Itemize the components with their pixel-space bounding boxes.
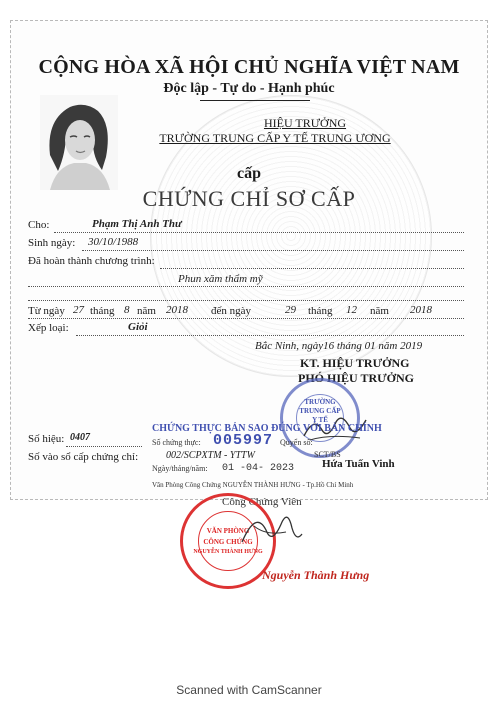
to-day: 29 [285, 304, 296, 316]
dotted-line [82, 249, 464, 251]
dotted-line [160, 267, 464, 269]
school-stamp-line-3: Y TẾ [312, 416, 328, 424]
certify-date-label: Ngày/tháng/năm: [152, 464, 208, 473]
grant-word: cấp [237, 165, 261, 182]
to-date-label: đến ngày [211, 305, 252, 317]
certificate-title: CHỨNG CHỈ SƠ CẤP [142, 186, 356, 211]
certify-number-label: Số chứng thực: [152, 438, 201, 447]
grade-value: Giỏi [128, 321, 148, 333]
month-word: tháng [90, 305, 115, 317]
certify-book-label: Quyển số: [280, 438, 313, 447]
dotted-line [28, 285, 464, 287]
seal-line-2: CÔNG CHỨNG [203, 538, 253, 546]
dotted-line [54, 231, 464, 233]
notary-office: Văn Phòng Công Chứng NGUYỄN THÀNH HƯNG - Tp.Hồ Chí Minh [152, 481, 354, 489]
year-word: năm [137, 305, 156, 317]
register-label: Số vào sổ cấp chứng chỉ: [28, 451, 139, 463]
serial-label: Số hiệu: [28, 433, 65, 445]
seal-line-1: VĂN PHÒNG [206, 527, 250, 535]
school-stamp-line-2: TRUNG CẤP [299, 407, 341, 415]
to-year: 2018 [410, 304, 432, 316]
signer-role-1: KT. HIỆU TRƯỞNG [300, 356, 410, 370]
to-month: 12 [346, 304, 357, 316]
dob-label: Sinh ngày: [28, 237, 76, 249]
issuer-title: HIỆU TRƯỞNG [263, 116, 347, 130]
register-value: 002/SCPXTM - YTTW [166, 450, 255, 461]
certify-date-value: 01 -04- 2023 [222, 463, 295, 474]
notary-signature-mark [236, 506, 306, 556]
issuer-school: TRƯỜNG TRUNG CẤP Y TẾ TRUNG ƯƠNG [159, 131, 391, 145]
recipient-name: Phạm Thị Anh Thư [92, 218, 182, 230]
from-year: 2018 [166, 304, 188, 316]
program-value: Phun xăm thẩm mỹ [178, 273, 263, 285]
signer-name: Hứa Tuấn Vinh [322, 458, 395, 470]
signer-role-2: PHÓ HIỆU TRƯỞNG [298, 371, 415, 385]
issue-place-date: Bắc Ninh, ngày16 tháng 01 năm 2019 [255, 340, 423, 352]
dotted-line [76, 334, 464, 336]
notary-name: Nguyễn Thành Hưng [262, 568, 370, 582]
month-word-2: tháng [308, 305, 333, 317]
from-date-label: Từ ngày [28, 305, 65, 317]
dotted-line [28, 317, 464, 319]
serial-value: 0407 [70, 432, 90, 443]
from-day: 27 [73, 304, 84, 316]
dob-value: 30/10/1988 [88, 236, 139, 248]
school-stamp-line-1: TRƯỜNG [304, 398, 336, 406]
dotted-line [66, 445, 142, 447]
motto-underline [200, 100, 310, 101]
year-word-2: năm [370, 305, 389, 317]
national-title: CỘNG HÒA XÃ HỘI CHỦ NGHĨA VIỆT NAM [38, 56, 460, 78]
scanner-watermark: Scanned with CamScanner [176, 683, 322, 697]
grade-label: Xếp loại: [28, 322, 69, 334]
notary-title: Công Chứng Viên [222, 496, 302, 508]
dotted-line [28, 299, 464, 301]
recipient-label: Cho: [28, 219, 50, 231]
certify-number-value: 005997 [213, 432, 274, 449]
national-motto: Độc lập - Tự do - Hạnh phúc [163, 81, 335, 96]
certified-copy-heading: CHỨNG THỰC BẢN SAO ĐÚNG VỚI BẢN CHÍNH [152, 423, 382, 434]
seal-line-3: NGUYỄN THÀNH HƯNG [193, 549, 263, 555]
program-label: Đã hoàn thành chương trình: [28, 255, 155, 267]
from-month: 8 [124, 304, 130, 316]
certify-book-value: SCT/BS [314, 450, 341, 459]
